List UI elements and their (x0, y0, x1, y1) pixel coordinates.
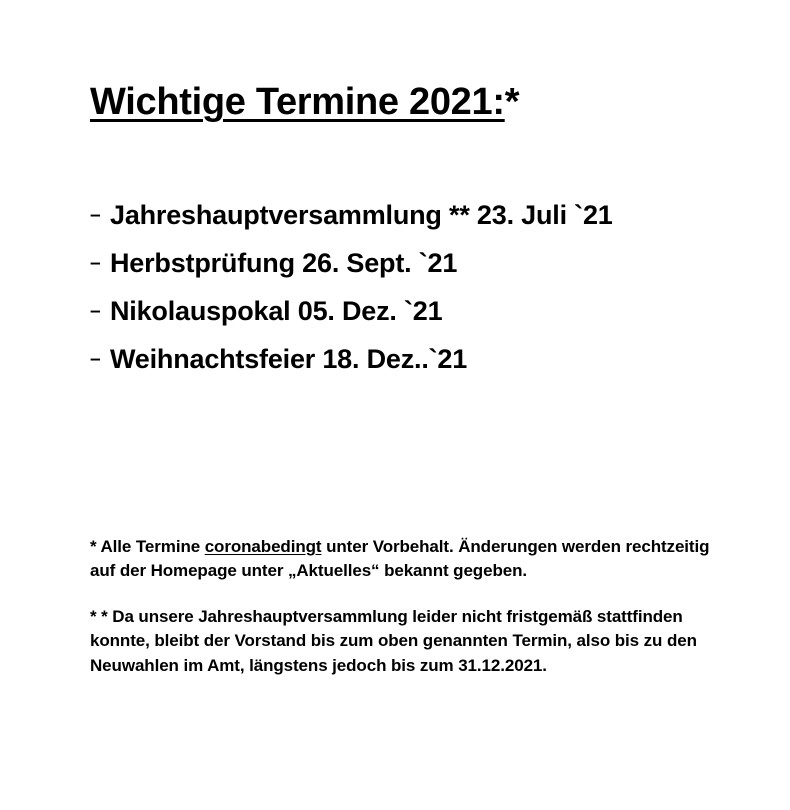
list-item (90, 344, 730, 375)
list-item-label: Nikolauspokal 05. Dez. `21 (110, 296, 443, 326)
bullet-dash-icon: – (90, 253, 101, 274)
page-title (90, 81, 519, 124)
footnote-lead-text: * Alle Termine (90, 537, 205, 556)
list-item-label: Weihnachtsfeier 18. Dez..`21 (110, 344, 468, 374)
list-item (90, 296, 730, 327)
bullet-dash-icon: – (90, 349, 101, 370)
footnote-underlined-word: coronabedingt (204, 537, 322, 556)
list-item-label: Jahreshauptversammlung ** 23. Juli `21 (110, 200, 613, 230)
list-item (90, 200, 730, 231)
bullet-list (90, 200, 730, 392)
footnotes (90, 518, 710, 700)
footnote-rest-text: unter Vorbehalt. Änderungen werden rechtzeitig auf der Homepage unter „Aktuelles“ bekannt gegeben. (90, 537, 710, 581)
bullet-dash-icon: – (90, 301, 101, 322)
bullet-dash-icon: – (90, 205, 101, 226)
footnote-single-asterisk (90, 535, 710, 583)
page-title-footnote-marker: * (504, 81, 520, 124)
list-item (90, 248, 730, 279)
page-title-underlined-text: Wichtige Termine 2021: (90, 81, 505, 124)
list-item-label: Herbstprüfung 26. Sept. `21 (110, 248, 458, 278)
footnote-double-asterisk: * * Da unsere Jahreshauptversammlung leider nicht fristgemäß stattfinden konnte, bleibt der Vorstand bis zum oben genannten Termin, also bis zu den Neuwahlen im Amt, längstens jedoch bis zum 31.12.2021. (90, 607, 697, 675)
